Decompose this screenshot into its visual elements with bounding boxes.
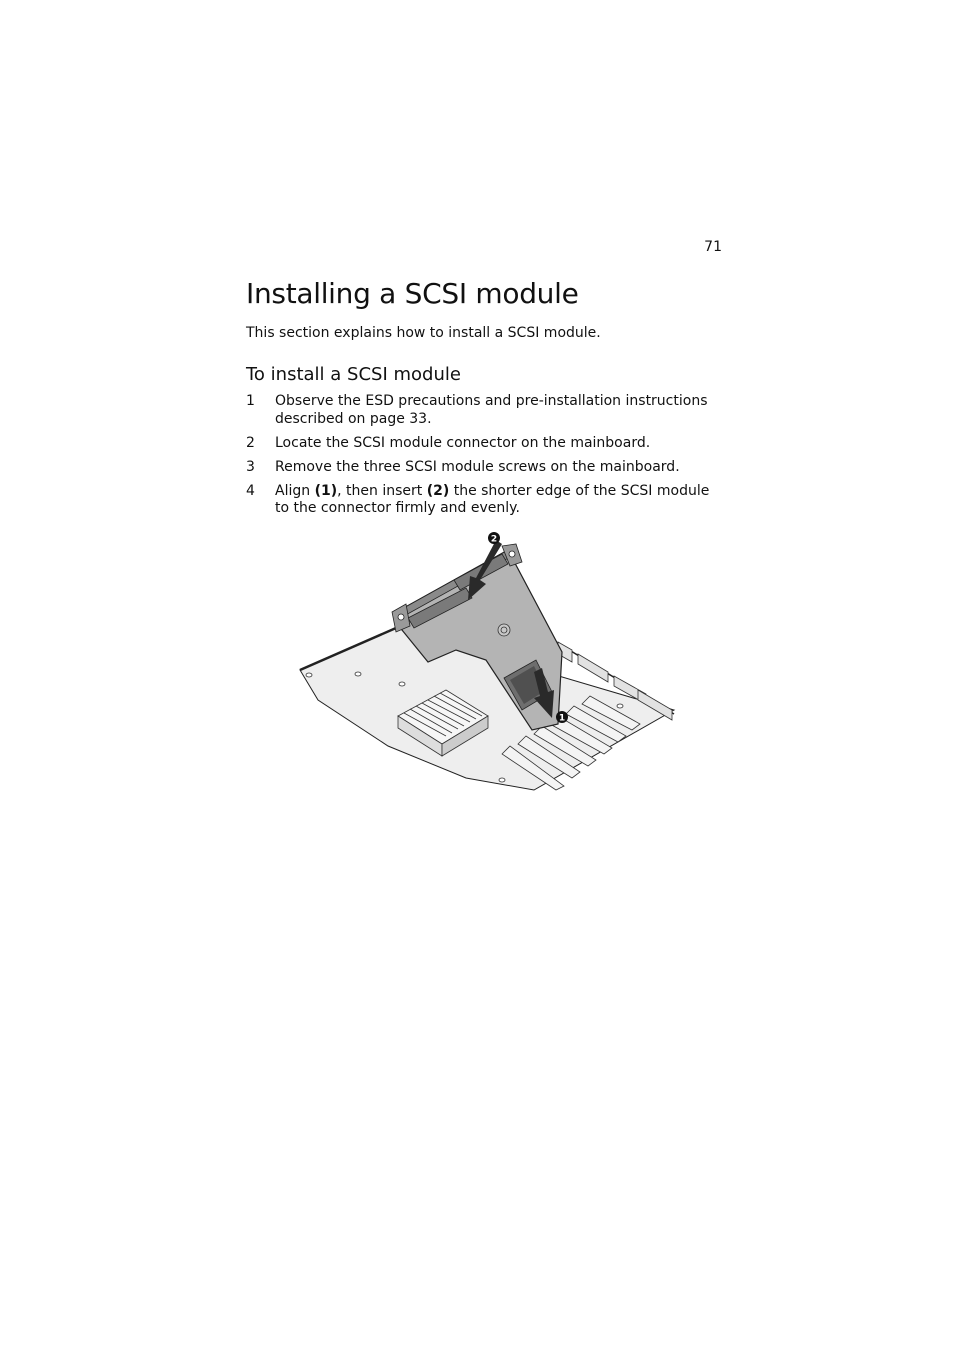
step-number: 4 <box>246 482 255 499</box>
page-title: Installing a SCSI module <box>246 277 579 310</box>
callout-ref-1: (1) <box>314 482 338 499</box>
page-number: 71 <box>704 239 722 255</box>
step-1 <box>246 393 726 428</box>
step-number: 1 <box>246 393 255 409</box>
step-number: 2 <box>246 434 255 451</box>
intro-paragraph: This section explains how to install a SCSI module. <box>246 325 601 341</box>
step-4 <box>246 483 726 518</box>
scsi-module-illustration <box>296 532 676 792</box>
step-text-part: Align <box>275 482 315 499</box>
step-text <box>275 483 726 518</box>
callout-label-2: 2 <box>490 534 498 545</box>
step-2 <box>246 435 726 453</box>
step-3 <box>246 459 726 477</box>
step-text: Locate the SCSI module connector on the mainboard. <box>275 434 651 451</box>
step-text-part: , then insert <box>337 482 427 499</box>
section-subtitle: To install a SCSI module <box>246 364 461 385</box>
procedure-steps <box>246 393 726 524</box>
step-text-part: the shorter edge of the SCSI module to the connector firmly and evenly. <box>275 482 710 516</box>
step-text: Observe the ESD precautions and pre-installation instructions described on page 33. <box>275 393 708 427</box>
module-screw <box>498 624 510 636</box>
callout-ref-2: (2) <box>426 482 450 499</box>
step-text: Remove the three SCSI module screws on the mainboard. <box>275 458 680 475</box>
callout-label-1: 1 <box>558 713 566 724</box>
step-number: 3 <box>246 458 255 475</box>
